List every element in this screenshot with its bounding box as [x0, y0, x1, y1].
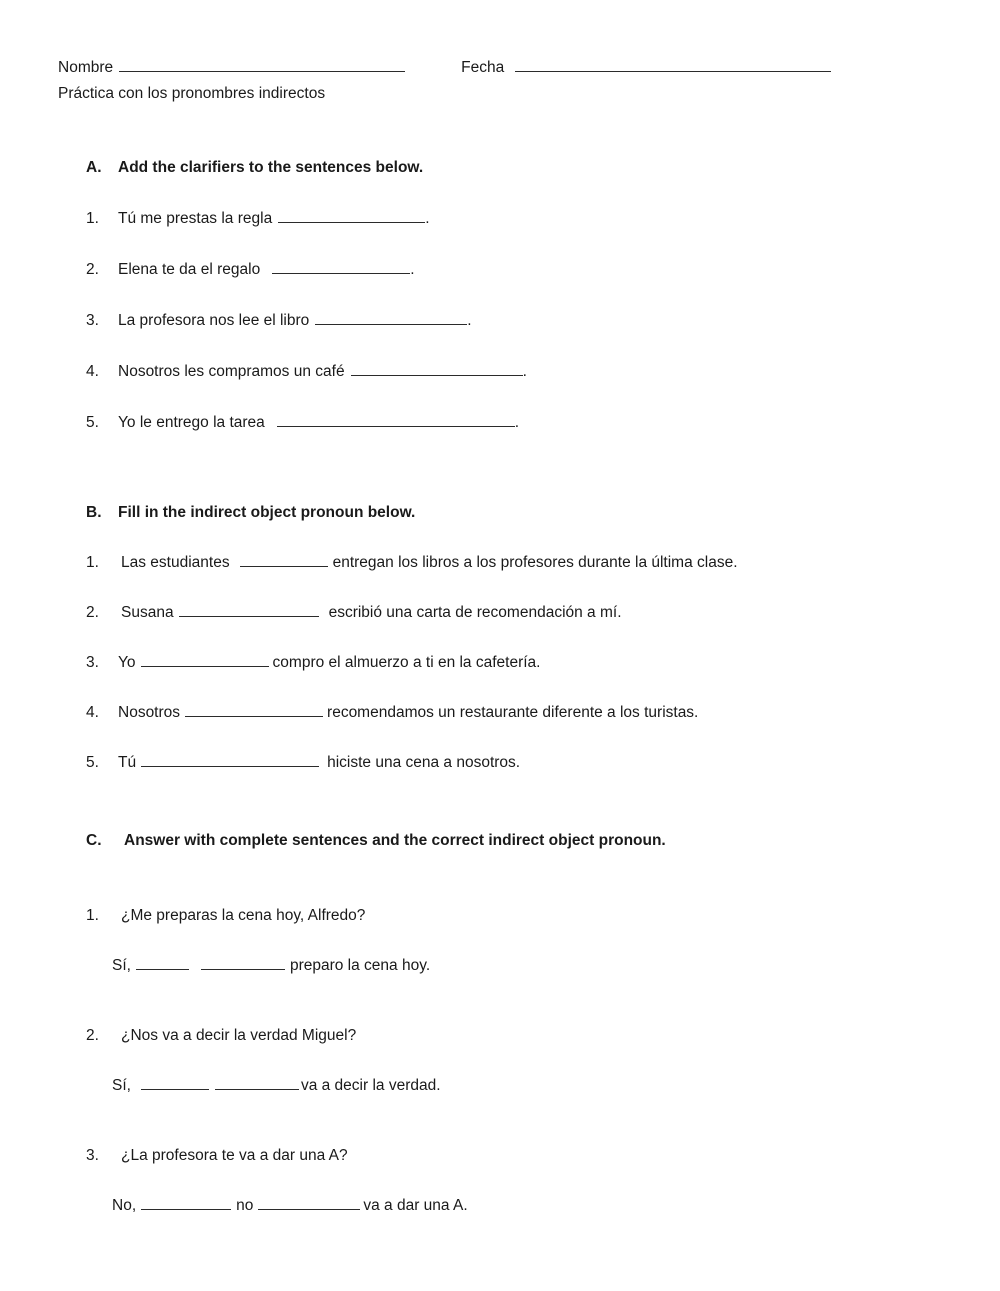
item-text-pre: Tú me prestas la regla: [118, 210, 273, 227]
section-c-heading: [86, 831, 956, 851]
item-text-post: .: [410, 261, 415, 278]
section-c: [86, 831, 956, 1216]
answer-suffix: va a decir la verdad.: [300, 1077, 441, 1094]
answer-line: [86, 1196, 956, 1216]
answer-blank[interactable]: [141, 1077, 209, 1090]
section-b-heading: [86, 503, 956, 523]
section-a-title: Add the clarifiers to the sentences below.: [118, 159, 424, 176]
name-date-row: [58, 58, 938, 78]
list-item: [86, 653, 956, 673]
item-number: 4.: [86, 704, 99, 721]
section-c-items: [86, 906, 956, 1216]
list-item: [86, 753, 956, 773]
list-item: [86, 1146, 956, 1166]
item-text: [118, 753, 520, 773]
answer-blank[interactable]: [185, 704, 323, 717]
list-item: [86, 413, 956, 433]
section-b-letter: B.: [86, 504, 102, 521]
item-text-pre: Nosotros les compramos un café: [118, 363, 345, 380]
item-text: [118, 653, 540, 673]
list-item: [86, 553, 956, 573]
item-text-post: .: [514, 414, 520, 431]
item-text-pre: Las estudiantes: [121, 554, 230, 571]
item-number: 3.: [86, 654, 99, 671]
item-number: 1.: [86, 907, 99, 924]
item-text: [118, 209, 430, 229]
answer-blank[interactable]: [136, 957, 189, 970]
worksheet-subtitle: Práctica con los pronombres indirectos: [58, 85, 326, 102]
answer-blank[interactable]: [315, 312, 467, 325]
section-a-items: [86, 209, 956, 433]
item-number: 5.: [86, 754, 99, 771]
list-item: [86, 362, 956, 382]
section-a-heading: [86, 158, 956, 178]
section-a-letter: A.: [86, 159, 102, 176]
item-number: 1.: [86, 554, 99, 571]
list-item: [86, 311, 956, 331]
item-number: 2.: [86, 1027, 99, 1044]
question-text: ¿Nos va a decir la verdad Miguel?: [121, 1027, 357, 1044]
item-text-pre: Susana: [121, 604, 174, 621]
item-text: [121, 603, 622, 623]
list-item: [86, 209, 956, 229]
item-text: [118, 311, 472, 331]
worksheet-header: [58, 58, 938, 104]
answer-prefix: Sí,: [112, 957, 131, 974]
answer-prefix: No,: [112, 1197, 137, 1214]
answer-blank[interactable]: [278, 210, 425, 223]
answer-blank[interactable]: [141, 754, 319, 767]
answer-middle: no: [236, 1197, 254, 1214]
item-text: [118, 362, 527, 382]
item-text: [118, 260, 415, 280]
answer-blank[interactable]: [272, 261, 410, 274]
question-text: ¿La profesora te va a dar una A?: [121, 1147, 348, 1164]
answer-blank[interactable]: [141, 1197, 231, 1210]
answer-prefix: Sí,: [112, 1077, 131, 1094]
item-text-pre: Elena te da el regalo: [118, 261, 261, 278]
item-text-pre: La profesora nos lee el libro: [118, 312, 310, 329]
item-text-post: hiciste una cena a nosotros.: [327, 754, 521, 771]
item-number: 5.: [86, 414, 99, 431]
item-number: 3.: [86, 1147, 99, 1164]
list-item: [86, 260, 956, 280]
answer-blank[interactable]: [215, 1077, 299, 1090]
date-blank-line[interactable]: [515, 58, 831, 72]
item-text-post: escribió una carta de recomendación a mí.: [328, 604, 622, 621]
item-number: 2.: [86, 261, 99, 278]
item-text-pre: Nosotros: [118, 704, 181, 721]
answer-blank[interactable]: [258, 1197, 360, 1210]
answer-blank[interactable]: [201, 957, 285, 970]
date-label: Fecha: [461, 59, 505, 76]
list-item: [86, 603, 956, 623]
answer-blank[interactable]: [179, 604, 319, 617]
item-text-post: entregan los libros a los profesores durante la última clase.: [332, 554, 738, 571]
date-group: [461, 58, 830, 78]
answer-blank[interactable]: [351, 363, 523, 376]
item-text: [118, 413, 519, 433]
item-text-post: .: [522, 363, 527, 380]
section-c-letter: C.: [86, 832, 102, 849]
answer-blank[interactable]: [240, 554, 328, 567]
item-text-pre: Yo le entrego la tarea: [118, 414, 265, 431]
section-b-items: [86, 553, 956, 773]
section-b-title: Fill in the indirect object pronoun below.: [118, 504, 416, 521]
question-text: ¿Me preparas la cena hoy, Alfredo?: [121, 907, 366, 924]
item-text-pre: Yo: [118, 654, 136, 671]
answer-blank[interactable]: [141, 654, 269, 667]
answer-suffix: va a dar una A.: [363, 1197, 468, 1214]
section-a: [86, 158, 956, 433]
item-number: 2.: [86, 604, 99, 621]
answer-blank[interactable]: [277, 414, 515, 427]
answer-line: [86, 956, 956, 976]
item-text: [121, 553, 738, 573]
name-blank-line[interactable]: [119, 58, 405, 72]
list-item: [86, 703, 956, 723]
item-text-post: recomendamos un restaurante diferente a los turistas.: [327, 704, 699, 721]
item-text-post: compro el almuerzo a ti en la cafetería.: [272, 654, 541, 671]
item-number: 1.: [86, 210, 99, 227]
item-text-post: .: [425, 210, 430, 227]
list-item: [86, 1026, 956, 1046]
section-c-title: Answer with complete sentences and the correct indirect object pronoun.: [124, 832, 666, 849]
item-text: [118, 703, 698, 723]
item-number: 3.: [86, 312, 99, 329]
section-b: [86, 503, 956, 773]
list-item: [86, 906, 956, 926]
item-text-pre: Tú: [118, 754, 137, 771]
answer-line: [86, 1076, 956, 1096]
name-label: Nombre: [58, 59, 114, 76]
answer-suffix: preparo la cena hoy.: [289, 957, 431, 974]
item-number: 4.: [86, 363, 99, 380]
item-text-post: .: [467, 312, 472, 329]
